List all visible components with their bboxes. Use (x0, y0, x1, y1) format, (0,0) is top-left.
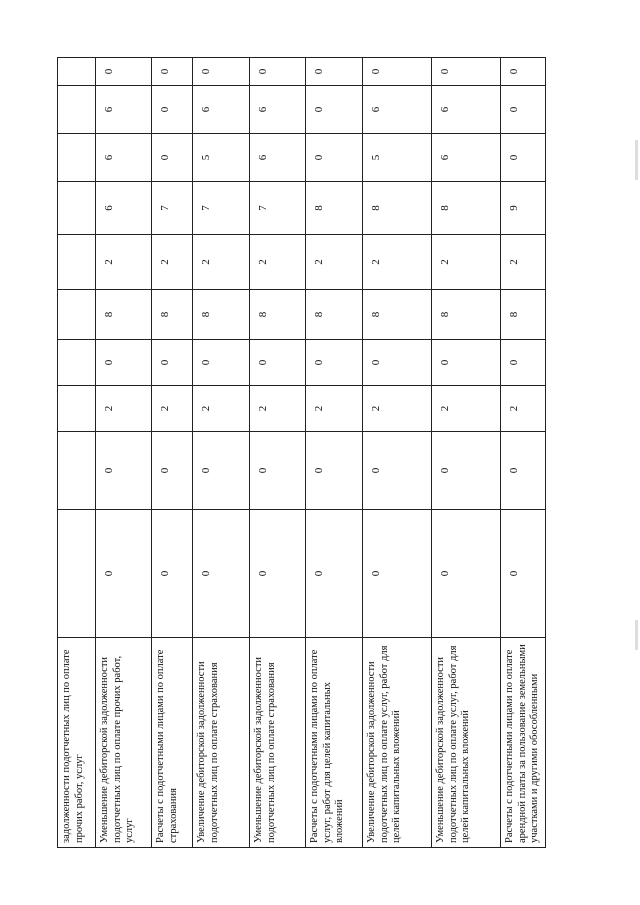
table-cell: 0 (501, 340, 546, 386)
table-cell (58, 134, 96, 182)
table-cell: 0 (152, 510, 193, 638)
table-cell: 0 (501, 432, 546, 510)
table-cell: 6 (250, 134, 306, 182)
table-row (250, 58, 306, 848)
table-row (96, 58, 152, 848)
table-cell: 2 (363, 235, 432, 290)
table-cell: 7 (250, 182, 306, 235)
scan-edge-mark (635, 620, 638, 650)
table-cell: 6 (96, 86, 152, 134)
table-cell (58, 182, 96, 235)
table-cell: 6 (363, 86, 432, 134)
table-cell: 0 (152, 58, 193, 86)
row-label: Расчеты с подотчетными лицами по оплате страхования (152, 638, 193, 848)
table-cell (58, 290, 96, 340)
table-cell: 7 (152, 182, 193, 235)
table-cell: 2 (193, 235, 250, 290)
table-cell: 0 (306, 86, 363, 134)
table-cell: 0 (152, 134, 193, 182)
table-cell: 2 (501, 386, 546, 432)
table-cell: 8 (501, 290, 546, 340)
table-cell: 0 (250, 510, 306, 638)
table-cell: 2 (250, 235, 306, 290)
scan-edge-mark (635, 140, 638, 180)
table-cell: 0 (96, 58, 152, 86)
row-label: Уменьшение дебиторской задолженности подотчетных лиц по оплате страхования (250, 638, 306, 848)
table-cell (58, 86, 96, 134)
table-cell: 0 (363, 432, 432, 510)
row-label: Расчеты с подотчетными лицами по оплате арендной платы за пользование земельными участками и другими обособленными (501, 638, 546, 848)
table-cell: 8 (152, 290, 193, 340)
table-cell: 0 (152, 340, 193, 386)
table-cell: 2 (152, 235, 193, 290)
table-cell: 0 (306, 510, 363, 638)
table-cell: 0 (306, 432, 363, 510)
row-label: Расчеты с подотчетными лицами по оплате услуг, работ для целей капитальных вложений (306, 638, 363, 848)
table-cell: 8 (193, 290, 250, 340)
table-cell: 8 (432, 182, 501, 235)
table-cell: 0 (96, 340, 152, 386)
table-row (432, 58, 501, 848)
table-cell: 0 (152, 432, 193, 510)
table-cell: 2 (96, 235, 152, 290)
table-cell: 8 (432, 290, 501, 340)
table-cell: 0 (363, 510, 432, 638)
table-cell: 9 (501, 182, 546, 235)
row-label: задолженности подотчетных лиц по оплате прочих работ, услуг (58, 638, 96, 848)
table-cell (58, 340, 96, 386)
table-cell: 0 (501, 86, 546, 134)
table-cell: 7 (193, 182, 250, 235)
row-label: Увеличение дебиторской задолженности подотчетных лиц по оплате услуг, работ для целей капитальных вложений (363, 638, 432, 848)
table-cell: 0 (193, 432, 250, 510)
table-cell: 8 (306, 290, 363, 340)
table-cell: 0 (250, 58, 306, 86)
table-cell (58, 386, 96, 432)
table-cell: 8 (363, 290, 432, 340)
table-row (152, 58, 193, 848)
table-cell (58, 235, 96, 290)
table-cell (58, 432, 96, 510)
table-cell: 0 (250, 432, 306, 510)
table-cell: 0 (306, 58, 363, 86)
table-cell: 2 (432, 386, 501, 432)
table-cell (58, 510, 96, 638)
table-cell: 8 (250, 290, 306, 340)
table-cell: 0 (306, 340, 363, 386)
table-cell: 8 (96, 290, 152, 340)
table-cell: 0 (363, 58, 432, 86)
table-cell: 8 (306, 182, 363, 235)
table-cell: 0 (432, 510, 501, 638)
table-cell: 2 (152, 386, 193, 432)
table-cell: 2 (306, 386, 363, 432)
table-cell: 0 (306, 134, 363, 182)
table-cell: 2 (501, 235, 546, 290)
table-cell: 0 (501, 510, 546, 638)
table-cell: 6 (96, 134, 152, 182)
table-cell: 6 (432, 134, 501, 182)
table-cell: 0 (501, 134, 546, 182)
table-cell: 0 (96, 510, 152, 638)
table-cell: 0 (363, 340, 432, 386)
table-row (193, 58, 250, 848)
table-cell: 6 (250, 86, 306, 134)
table-row (363, 58, 432, 848)
row-label: Уменьшение дебиторской задолженности подотчетных лиц по оплате прочих работ, услуг (96, 638, 152, 848)
table-cell: 2 (96, 386, 152, 432)
table-cell: 5 (363, 134, 432, 182)
accounts-table (57, 57, 546, 848)
row-label: Уменьшение дебиторской задолженности подотчетных лиц по оплате услуг, работ для целей капитальных вложений (432, 638, 501, 848)
table-cell: 5 (193, 134, 250, 182)
table-cell: 2 (306, 235, 363, 290)
row-label: Увеличение дебиторской задолженности подотчетных лиц по оплате страхования (193, 638, 250, 848)
table-cell (58, 58, 96, 86)
table-cell: 2 (193, 386, 250, 432)
table-cell: 0 (432, 58, 501, 86)
table-cell: 2 (363, 386, 432, 432)
rotated-table-wrapper (57, 58, 540, 848)
table-cell: 8 (363, 182, 432, 235)
table-cell: 0 (193, 340, 250, 386)
table-cell: 0 (432, 432, 501, 510)
table-cell: 6 (193, 86, 250, 134)
table-cell: 6 (432, 86, 501, 134)
table-cell: 6 (96, 182, 152, 235)
table-cell: 0 (250, 340, 306, 386)
table-cell: 0 (193, 510, 250, 638)
table-row (58, 58, 96, 848)
table-cell: 0 (96, 432, 152, 510)
table-cell: 2 (432, 235, 501, 290)
table-row (306, 58, 363, 848)
table-cell: 0 (193, 58, 250, 86)
table-cell: 2 (250, 386, 306, 432)
table-cell: 0 (152, 86, 193, 134)
table-row (501, 58, 546, 848)
table-cell: 0 (432, 340, 501, 386)
table-cell: 0 (501, 58, 546, 86)
